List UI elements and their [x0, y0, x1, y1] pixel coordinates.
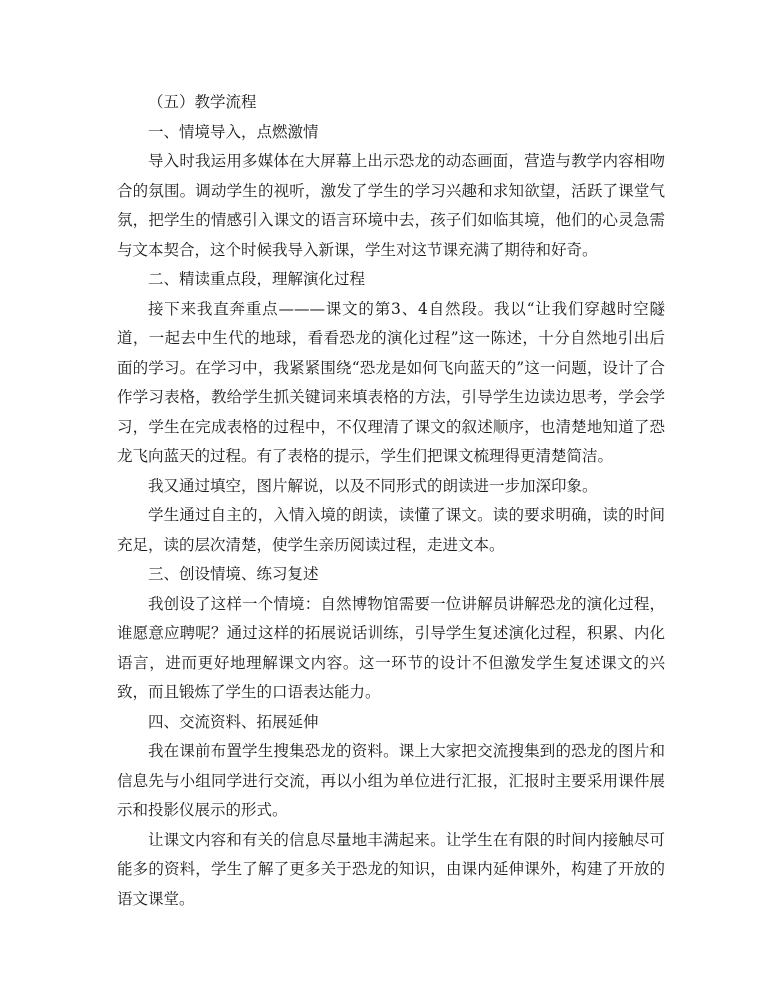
- paragraph-2: 接下来我直奔重点———课文的第3、4自然段。我以“让我们穿越时空隧道，一起去中生代的地球，看看恐龙的演化过程”这一陈述，十分自然地引出后面的学习。在学习中，我紧紧围绕“恐龙是如何飞向蓝天的”这一问题，设计了合作学习表格，教给学生抓关键词来填表格的方法，引导学生边读边思考，学会学习，学生在完成表格的过程中，不仅理清了课文的叙述顺序，也清楚地知道了恐龙飞向蓝天的过程。有了表格的提示，学生们把课文梳理得更清楚简洁。: [117, 299, 665, 465]
- heading-4: 四、交流资料、拓展延伸: [148, 712, 319, 731]
- heading-2: 二、精读重点段，理解演化过程: [148, 270, 366, 288]
- section-title: （五）教学流程: [148, 93, 257, 111]
- heading-3: 三、创设情境、练习复述: [148, 565, 319, 583]
- paragraph-1: 导入时我运用多媒体在大屏幕上出示恐龙的动态画面，营造与教学内容相吻合的氛围。调动学生的视听，激发了学生的学习兴趣和求知欲望，活跃了课堂气氛，把学生的情感引入课文的语言环境中去，孩子们如临其境，他们的心灵急需与文本契合，这个时候我导入新课，学生对这节课充满了期待和好奇。: [117, 152, 665, 259]
- heading-1: 一、情境导入，点燃激情: [148, 122, 319, 141]
- paragraph-3: 我又通过填空，图片解说，以及不同形式的朗读进一步加深印象。: [148, 476, 598, 495]
- paragraph-7: 让课文内容和有关的信息尽量地丰满起来。让学生在有限的时间内接触尽可能多的资料，学生了解了更多关于恐龙的知识，由课内延伸课外，构建了开放的语文课堂。: [117, 830, 665, 908]
- document-page: [117, 88, 665, 914]
- paragraph-5: 我创设了这样一个情境：自然博物馆需要一位讲解员讲解恐龙的演化过程，谁愿意应聘呢？通过这样的拓展说话训练，引导学生复述演化过程，积累、内化语言，进而更好地理解课文内容。这一环节的设计不但激发学生复述课文的兴致，而且锻炼了学生的口语表达能力。: [117, 594, 665, 701]
- paragraph-6: 我在课前布置学生搜集恐龙的资料。课上大家把交流搜集到的恐龙的图片和信息先与小组同学进行交流，再以小组为单位进行汇报，汇报时主要采用课件展示和投影仪展示的形式。: [117, 742, 665, 819]
- paragraph-4: 学生通过自主的，入情入境的朗读，读懂了课文。读的要求明确，读的时间充足，读的层次清楚，使学生亲历阅读过程，走进文本。: [117, 506, 665, 554]
